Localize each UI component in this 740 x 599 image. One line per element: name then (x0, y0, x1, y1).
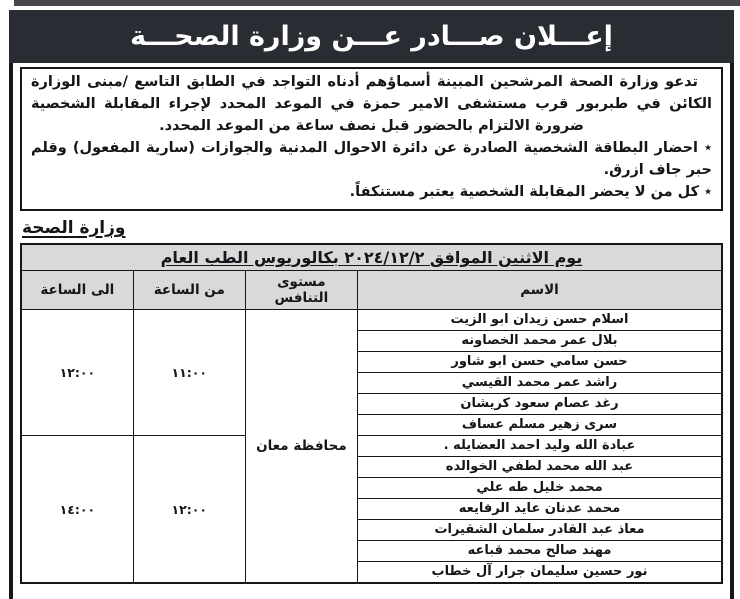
from-time-cell: ١٢:٠٠ (133, 436, 245, 584)
candidate-name-cell: مهند صالح محمد قباعه (357, 541, 722, 562)
notice-paragraph: تدعو وزارة الصحة المرشحين المبينة أسماؤهم أدناه التواجد في الطابق التاسع /مبنى الوزارة الكائن في طبربور قرب مستشفى الامير حمزة في الموعد المحدد لإجراء المقابلة الشخصية ضرورة الالتزام بالحضور قبل نصف ساعة من الموعد المحدد. (31, 74, 712, 135)
candidate-name-cell: حسن سامي حسن ابو شاور (357, 352, 722, 373)
competition-level-cell: محافظة معان (245, 310, 357, 584)
ad-frame (9, 63, 734, 599)
page-top-strip (14, 0, 740, 6)
candidate-name-cell: بلال عمر محمد الخصاونه (357, 331, 722, 352)
candidate-name-cell: اسلام حسن زيدان ابو الزيت (357, 310, 722, 331)
candidate-name-cell: معاذ عبد القادر سلمان الشقيرات (357, 520, 722, 541)
candidate-name-cell: محمد عدنان عايد الرفايعه (357, 499, 722, 520)
announcement-header (9, 10, 734, 63)
from-time-cell: ١١:٠٠ (133, 310, 245, 436)
notice-bullet-1: ٭ احضار البطاقة الشخصية الصادرة عن دائرة الاحوال المدنية والجوازات (سارية المفعول) وقلم حبر جاف ازرق. (31, 140, 712, 179)
column-header-from-time: من الساعة (133, 271, 245, 310)
notice-bullet-2: ٭ كل من لا يحضر المقابلة الشخصية يعتبر مستنكفاً. (349, 184, 712, 201)
table-row (21, 436, 722, 457)
table-title-row (21, 244, 722, 271)
column-header-competition-level: مستوى التنافس (245, 271, 357, 310)
announcement-title: إعـــلان صـــادر عـــن وزارة الصحـــة (130, 21, 613, 52)
candidate-name-cell: سرى زهير مسلم عساف (357, 415, 722, 436)
column-header-name: الاسم (357, 271, 722, 310)
table-row (21, 310, 722, 331)
column-header-to-time: الى الساعة (21, 271, 133, 310)
schedule-table-body (21, 310, 722, 584)
candidate-name-cell: محمد خليل طه علي (357, 478, 722, 499)
candidate-name-cell: رغد عصام سعود كريشان (357, 394, 722, 415)
table-header-row (21, 271, 722, 310)
candidate-name-cell: راشد عمر محمد القيسي (357, 373, 722, 394)
candidate-name-cell: نور حسين سليمان جرار آل خطاب (357, 562, 722, 584)
interview-schedule-table (20, 243, 723, 584)
candidate-name-cell: عبد الله محمد لطفي الخوالده (357, 457, 722, 478)
candidate-name-cell: عبادة الله وليد احمد العضايله . (357, 436, 722, 457)
ministry-heading: وزارة الصحة (22, 218, 126, 239)
notice-box (20, 67, 723, 211)
table-title: يوم الاثنين الموافق ٢٠٢٤/١٢/٢ بكالوريوس الطب العام (21, 244, 722, 271)
ministry-heading-row (22, 218, 721, 238)
to-time-cell: ١٢:٠٠ (21, 310, 133, 436)
to-time-cell: ١٤:٠٠ (21, 436, 133, 584)
